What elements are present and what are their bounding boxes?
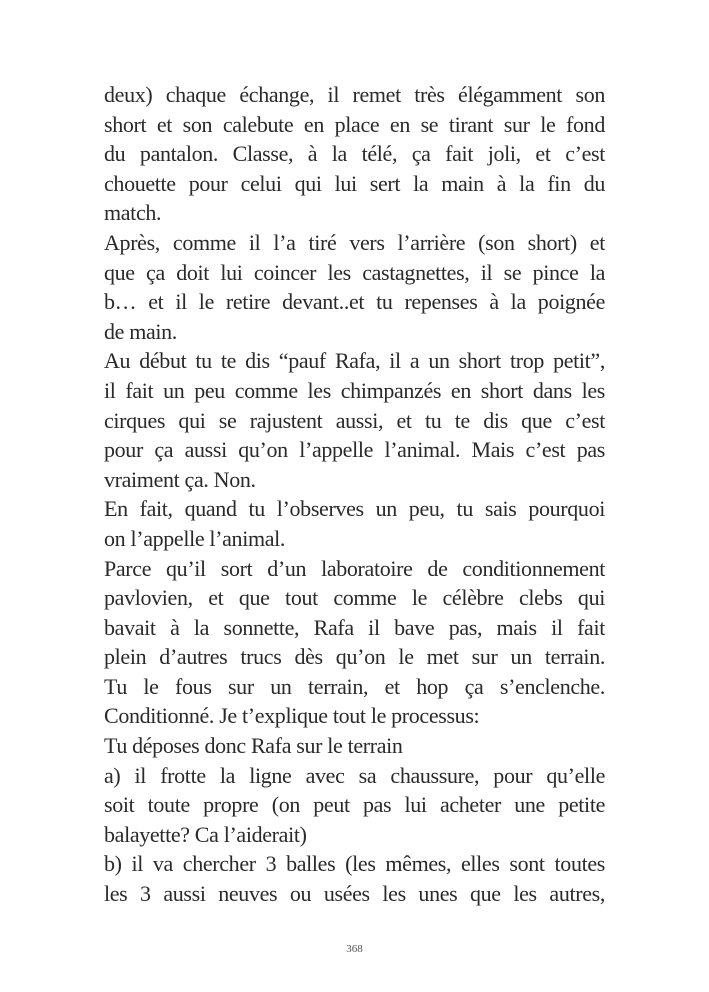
text-line: vraiment ça. Non. [104, 466, 256, 492]
text-line: En fait, quand tu l’observes un peu, tu sais pourquoi [104, 496, 605, 522]
text-line: match. [104, 200, 162, 226]
text-line: pavlovien, et que tout comme le célèbre clebs qui [104, 585, 605, 611]
text-line: on l’appelle l’animal. [104, 525, 286, 551]
text-line: que ça doit lui coincer les castagnettes, il se pince la [104, 259, 605, 285]
text-line: plein d’autres trucs dès qu’on le met sur un terrain. [104, 644, 605, 670]
text-line: du pantalon. Classe, à la télé, ça fait joli, et c’est [104, 141, 605, 167]
text-line: Parce qu’il sort d’un laboratoire de conditionnement [104, 555, 605, 581]
text-line: il fait un peu comme les chimpanzés en short dans les [104, 377, 605, 403]
text-line: Tu déposes donc Rafa sur le terrain [104, 733, 403, 759]
text-line: pour ça aussi qu’on l’appelle l’animal. Mais c’est pas [104, 437, 605, 463]
text-line: cirques qui se rajustent aussi, et tu te dis que c’est [104, 407, 605, 433]
text-line: chouette pour celui qui lui sert la main à la fin du [104, 170, 605, 196]
text-line: soit toute propre (on peut pas lui acheter une petite [104, 792, 605, 818]
text-line: balayette? Ca l’aiderait) [104, 821, 307, 847]
page-body [104, 80, 605, 909]
text-line: deux) chaque échange, il remet très élégamment son [104, 82, 605, 107]
text-line: Après, comme il l’a tiré vers l’arrière (son short) et [104, 229, 605, 255]
text-line: bavait à la sonnette, Rafa il bave pas, mais il fait [104, 614, 605, 640]
text-line: les 3 aussi neuves ou usées les unes que les autres, [104, 881, 605, 907]
text-line: Tu le fous sur un terrain, et hop ça s’enclenche. [104, 673, 605, 699]
text-line: b… et il le retire devant..et tu repenses à la poignée [104, 289, 605, 315]
page-number: 368 [346, 943, 363, 955]
text-line: de main. [104, 318, 177, 344]
text-line: a) il frotte la ligne avec sa chaussure, pour qu’elle [104, 762, 605, 788]
text-line: Au début tu te dis “pauf Rafa, il a un short trop petit”, [104, 348, 605, 374]
text-line: Conditionné. Je t’explique tout le processus: [104, 703, 480, 729]
text-line: b) il va chercher 3 balles (les mêmes, elles sont toutes [104, 851, 605, 877]
text-line: short et son calebute en place en se tirant sur le fond [104, 111, 605, 137]
